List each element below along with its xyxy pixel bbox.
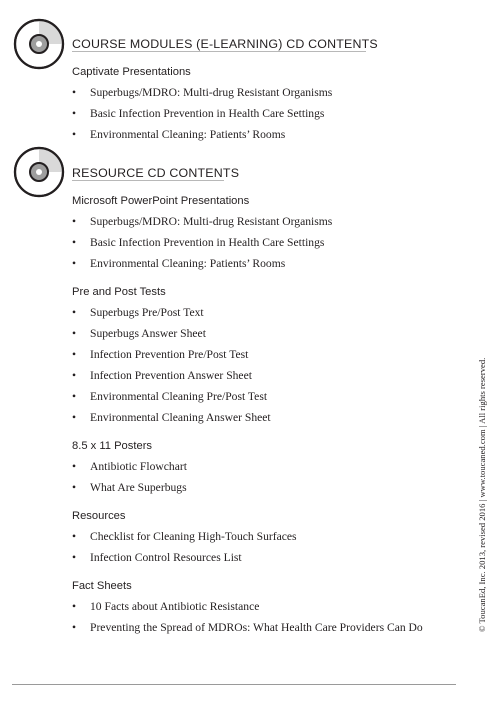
bullet: • [72,530,77,543]
group-heading: Resources [72,510,126,522]
list-item-text: Preventing the Spread of MDROs: What Health Care Providers Can Do [90,621,423,634]
list-item-text: Checklist for Cleaning High-Touch Surfaces [90,530,297,543]
bullet: • [72,551,77,564]
list-item [72,551,242,564]
footer-divider [12,684,456,685]
group-heading: Captivate Presentations [72,66,191,78]
group-heading: Fact Sheets [72,580,132,592]
section-title: RESOURCE CD CONTENTS [72,166,240,180]
bullet: • [72,215,77,228]
list-item [72,215,332,228]
list-item [72,530,297,543]
list-item [72,390,267,403]
bullet: • [72,390,77,403]
list-item-text: Antibiotic Flowchart [90,460,187,473]
list-item-text: Basic Infection Prevention in Health Care Settings [90,236,325,249]
bullet: • [72,460,77,473]
list-item [72,600,259,613]
bullet: • [72,348,77,361]
group-heading: Microsoft PowerPoint Presentations [72,195,250,207]
list-item-text: Superbugs/MDRO: Multi-drug Resistant Organisms [90,86,333,99]
group-heading: 8.5 x 11 Posters [72,440,153,452]
bullet: • [72,236,77,249]
list-item [72,306,204,319]
bullet: • [72,481,77,494]
list-item [72,621,423,634]
bullet: • [72,86,77,99]
list-item-text: Superbugs Pre/Post Text [90,306,204,319]
bullet: • [72,128,77,141]
bullet: • [72,411,77,424]
bullet: • [72,257,77,270]
list-item [72,369,252,382]
list-item-text: Basic Infection Prevention in Health Care Settings [90,107,325,120]
list-item-text: Superbugs/MDRO: Multi-drug Resistant Organisms [90,215,333,228]
bullet: • [72,621,77,634]
list-item-text: Environmental Cleaning: Patients’ Rooms [90,128,286,141]
list-item [72,327,206,340]
bullet: • [72,107,77,120]
list-item [72,481,187,494]
bullet: • [72,369,77,382]
bullet: • [72,600,77,613]
list-item-text: Superbugs Answer Sheet [90,327,206,340]
list-item [72,411,271,424]
group-heading: Pre and Post Tests [72,286,166,298]
list-item [72,257,285,270]
list-item-text: Infection Prevention Answer Sheet [90,369,252,382]
list-item-text: Environmental Cleaning: Patients’ Rooms [90,257,286,270]
section-title: COURSE MODULES (E-LEARNING) CD CONTENTS [72,37,378,51]
list-item-text: Environmental Cleaning Pre/Post Test [90,390,268,403]
cd-disc-icon [13,146,65,198]
list-item [72,348,248,361]
list-item-text: Environmental Cleaning Answer Sheet [90,411,271,424]
list-item-text: Infection Control Resources List [90,551,242,564]
title-underline [72,180,224,181]
list-item-text: Infection Prevention Pre/Post Test [90,348,249,361]
list-item-text: 10 Facts about Antibiotic Resistance [90,600,260,613]
bullet: • [72,306,77,319]
list-item-text: What Are Superbugs [90,481,187,494]
list-item [72,460,187,473]
copyright-note: © ToucanEd, Inc. 2013, revised 2016 | www.toucaned.com | All rights reserved. [477,357,487,632]
list-item [72,236,324,249]
bullet: • [72,327,77,340]
